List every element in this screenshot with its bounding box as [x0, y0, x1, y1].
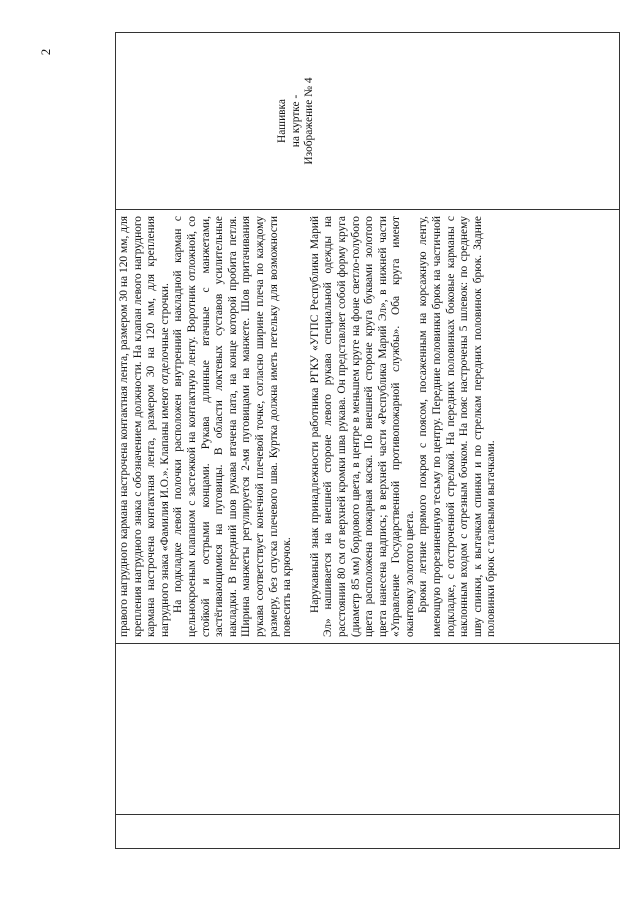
col-name-cell [116, 644, 620, 815]
note-line-3: Изображение № 4 [303, 77, 316, 165]
paragraph-lining-sleeves: На подкладке левой полочки расположен внутренний накладной карман с цельнокроеным клапаном с застежкой на контактную ленту. Воротник отложной, со стойкой и острыми концами. Рукава длинные втачные с манжетами, застёгивающимися на пуговицы. В области локтевых суставов усилительные накладки. В передний шов рукава втачена пата, на конце которой пробита петля. Ширина манжеты регулируется 2-мя пуговицами на манжете. Шов притачивания рукава соответствует конечной плечевой точке, согласно ширине плеча по каждому размеру, без спуска плечевого шва. Куртка должна иметь петельку для возможности повесить на крючок. [172, 216, 294, 637]
page-number: 2 [38, 48, 53, 56]
description-text [116, 210, 501, 643]
paragraph-trousers: Брюки летние прямого покроя с поясом, посаженным на корсажную ленту, имеющую прорезиненную тесьму по центру. Передние половинки брюк на частичной подкладке, с отстроченной стрелкой. На передних половинках боковые карманы с наклонным входом с отрезным бочком. На пояс настрочены 5 шлевок: по среднему шву спинки, к вытачкам спинки и по стрелкам передних половинок брюк. Задние половинки брюк с талевыми вытачками. [417, 216, 498, 637]
note-line-1: Нашивка [276, 99, 288, 143]
note-line-2: на куртке - [289, 94, 302, 148]
notes-cell [116, 33, 620, 210]
table-row [116, 33, 620, 849]
spec-table [115, 32, 620, 849]
paragraph-pocket-flaps: правого нагрудного кармана настрочена контактная лента, размером 30 на 120 мм, для крепления нагрудного знака с обозначением должности. На клапан левого нагрудного кармана настрочена контактная лента, размером 30 на 120 мм, для крепления нагрудного знака «Фамилия И.О.». Клапаны имеют отделочные строчки. [118, 216, 171, 637]
paragraph-sleeve-badge: Нарукавный знак принадлежности работника РГКУ «УГПС Республики Марий Эл» нашивается на внешней стороне левого рукава специальной одежды на расстоянии 80 см от верхней кромки шва рукава. Он представляет собой форму круга (диаметр 85 мм) бордового цвета, в центре в меньшем круге на фоне светло-голубого цвета расположена пожарная каска. По внешней стороне круга буквами золотого цвета нанесена надпись; в верхней части «Республика Марий Эл», в нижней части «Управление Государственной противопожарной службы». Оба круга имеют окантовку золотого цвета. [308, 216, 416, 637]
rotated-table-container [115, 37, 620, 849]
patch-note [276, 73, 317, 168]
notes-wrapper [116, 33, 619, 209]
description-cell [116, 210, 620, 644]
col-number-cell [116, 815, 620, 849]
